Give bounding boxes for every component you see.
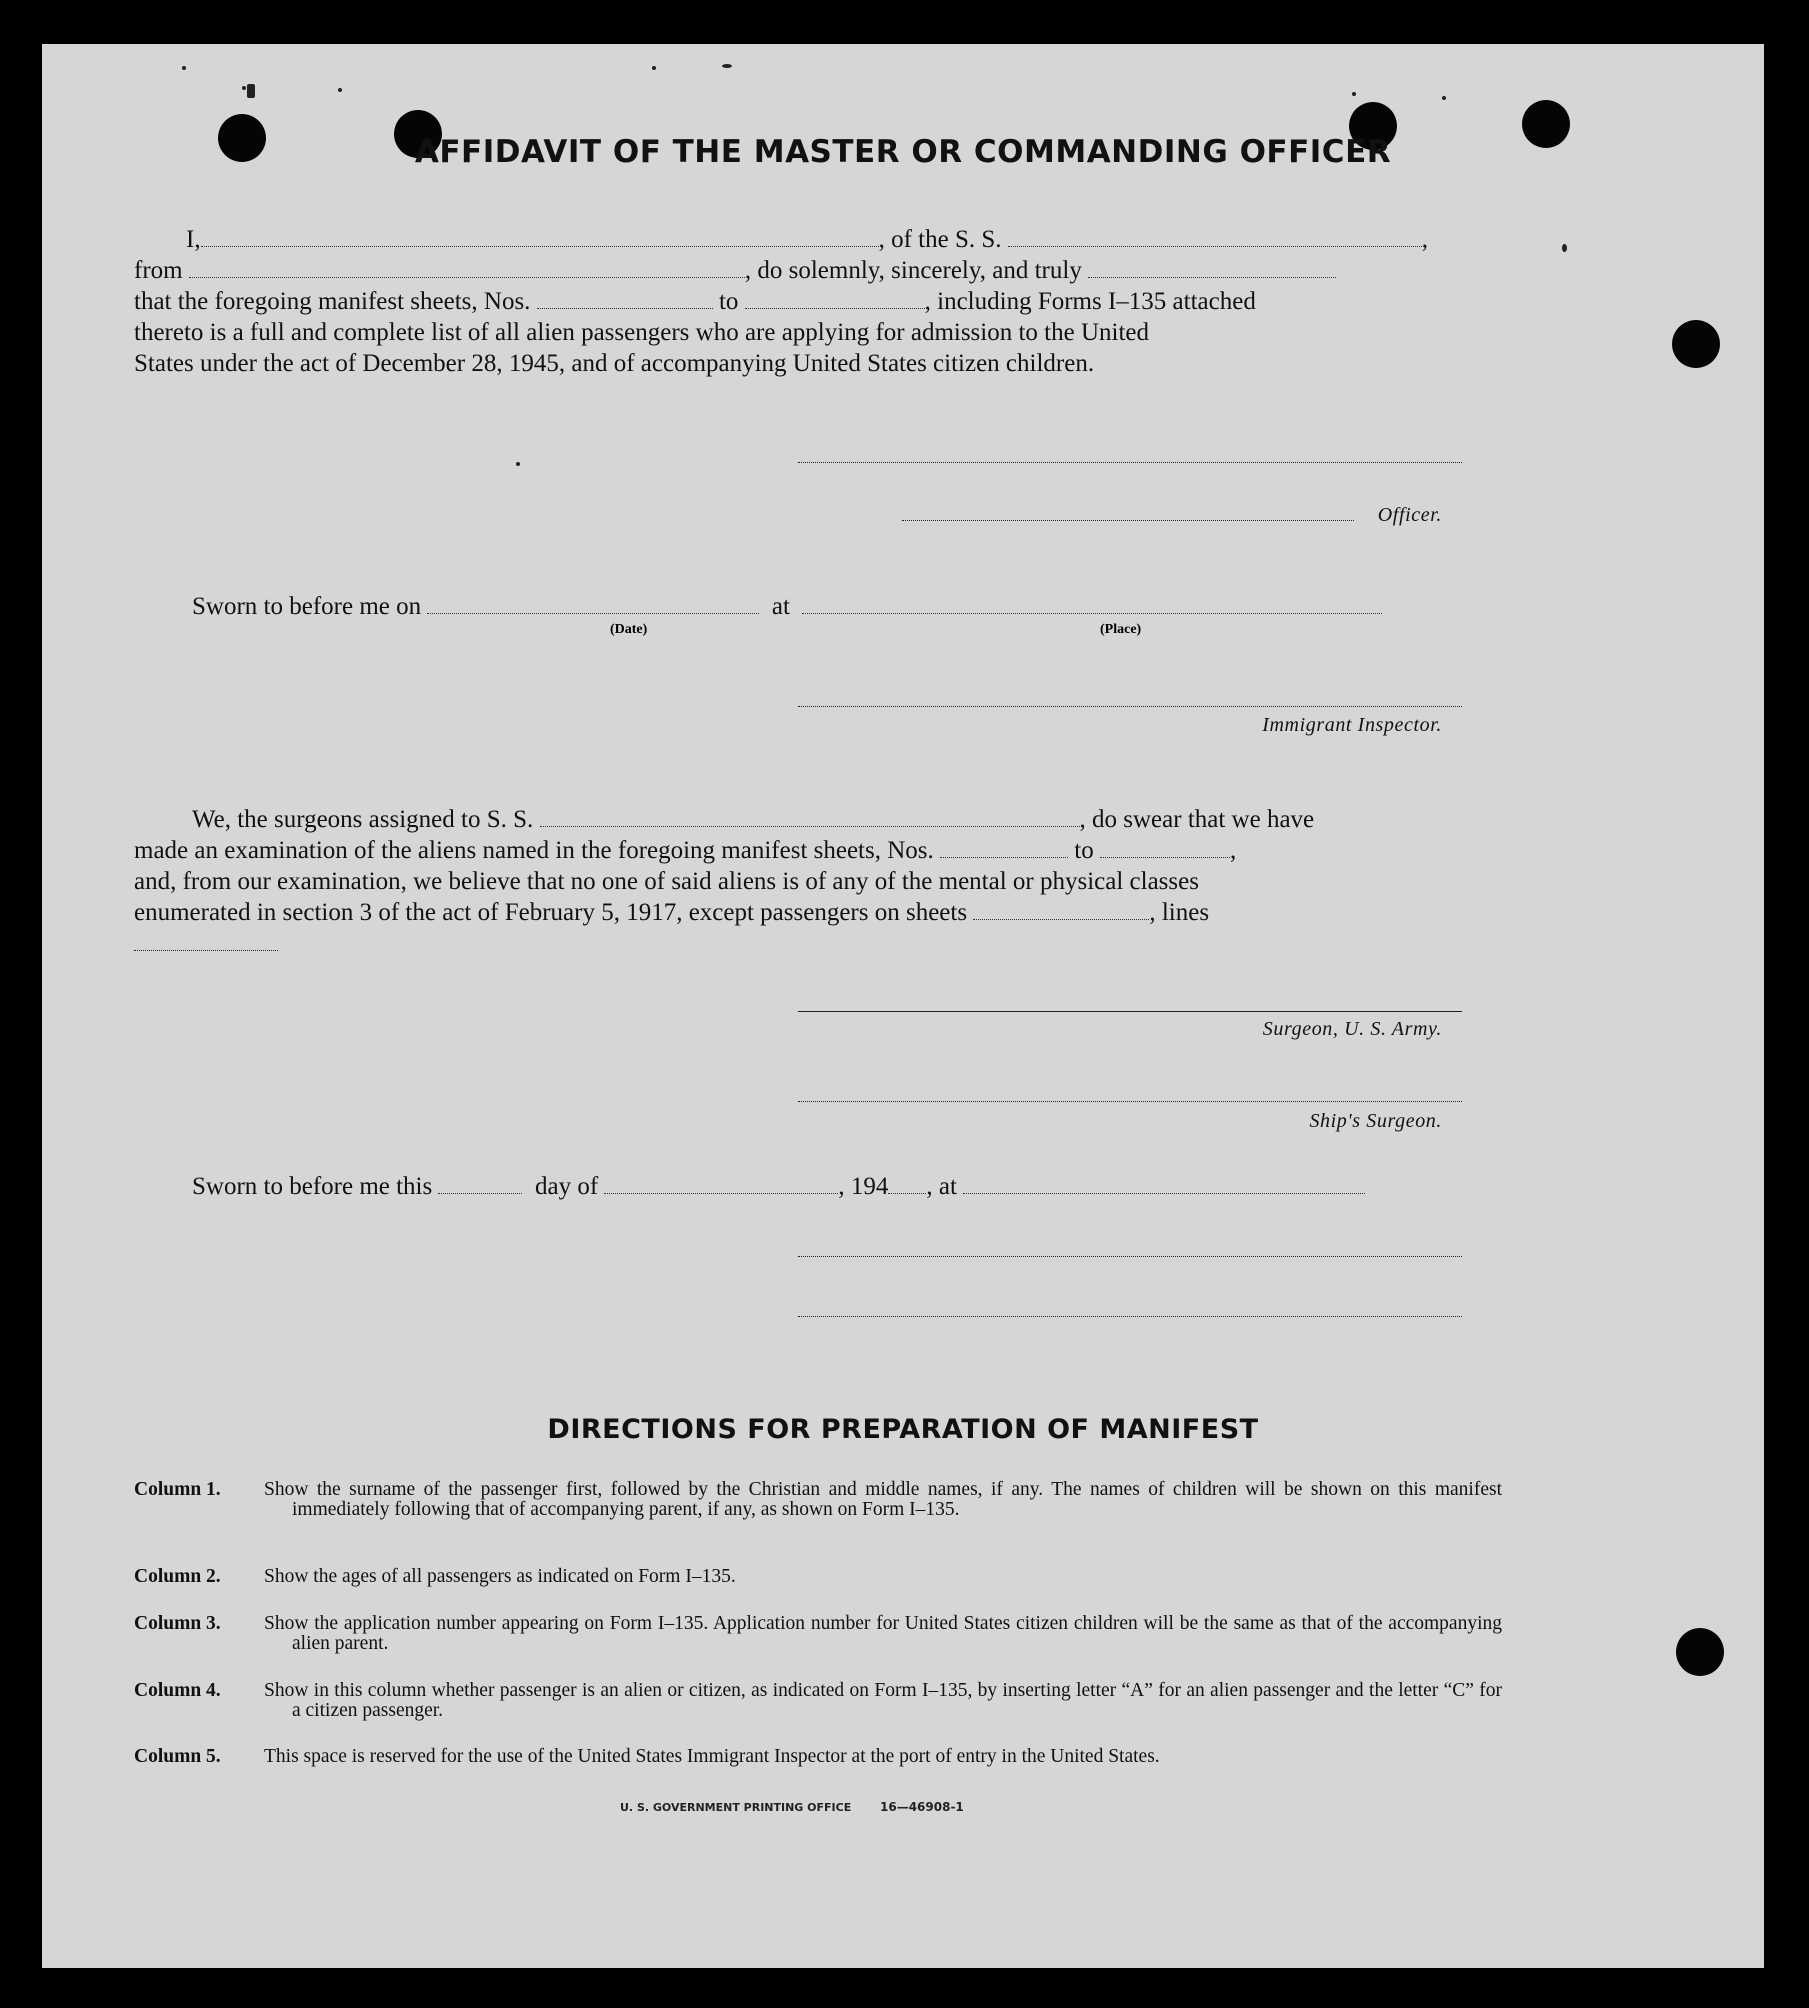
direction-label: Column 2. [134, 1566, 221, 1587]
lines-field[interactable] [134, 950, 278, 951]
affidavit-line-1 [186, 225, 1428, 255]
surgeons-text: We, the surgeons assigned to S. S. [192, 806, 534, 833]
place-label: (Place) [1100, 622, 1142, 637]
surgeons-text: , do swear that we have [1079, 806, 1315, 833]
affidavit-text: I, [186, 226, 201, 253]
affidavit-line-3 [134, 287, 1256, 317]
direction-item [134, 1613, 1502, 1656]
speck [1352, 92, 1356, 96]
directions-heading: DIRECTIONS FOR PREPARATION OF MANIFEST [547, 1414, 1259, 1445]
direction-text: This space is reserved for the use of the United States Immigrant Inspector at the port of entry in the United States. [264, 1746, 1160, 1767]
affidavit-text: from [134, 257, 183, 284]
surgeons-ship-field[interactable] [540, 806, 1080, 827]
affidavit-line-4: thereto is a full and complete list of all alien passengers who are applying for admission to the United [134, 319, 1150, 346]
direction-text: Show the application number appearing on Form I–135. Application number for United States citizen children will be the same as that of the accompanying alien parent. [264, 1613, 1502, 1654]
officer-caption: Officer. [1377, 504, 1442, 526]
direction-text: Show the surname of the passenger first, followed by the Christian and middle names, if any. The names of children will be shown on this manifest immediately following that of accompanying parent, if any, as shown on Form I–135. [264, 1479, 1502, 1520]
sworn-signature-line-1[interactable] [798, 1256, 1462, 1257]
affidavit-text: , including Forms I–135 attached [924, 288, 1256, 315]
speck [1562, 244, 1567, 252]
page-title: AFFIDAVIT OF THE MASTER OR COMMANDING OFFICER [414, 134, 1392, 170]
direction-label: Column 5. [134, 1746, 221, 1767]
affidavit-line-5: States under the act of December 28, 1945, and of accompanying United States citizen children. [134, 350, 1095, 377]
punch-hole [1672, 320, 1720, 368]
army-surgeon-signature-line[interactable] [798, 1011, 1462, 1012]
direction-item [134, 1747, 1474, 1789]
sworn-text: day of [534, 1173, 599, 1200]
direction-label: Column 4. [134, 1680, 221, 1701]
sworn-year-field[interactable] [888, 1173, 926, 1194]
sworn-text: Sworn to before me this [192, 1173, 433, 1200]
inspector-signature-line[interactable] [798, 706, 1462, 707]
sworn-text: at [771, 593, 790, 620]
sheets-to-field[interactable] [745, 288, 925, 309]
officer-signature-line[interactable] [798, 462, 1462, 463]
sheets-from-field[interactable] [537, 288, 713, 309]
speck [1442, 96, 1446, 100]
affidavit-text: to [718, 288, 739, 315]
printer-imprint: U. S. GOVERNMENT PRINTING OFFICE [620, 1801, 852, 1814]
document-page [42, 44, 1764, 1968]
sworn-text: , 194 [838, 1173, 889, 1200]
sworn-signature-line-2[interactable] [798, 1316, 1462, 1317]
surgeons-line-2 [134, 836, 1236, 866]
swear-field[interactable] [1088, 257, 1336, 278]
sworn-day-field[interactable] [438, 1173, 522, 1194]
from-port-field[interactable] [189, 257, 745, 278]
sworn-line-2 [192, 1172, 1365, 1202]
ship-name-field[interactable] [1008, 226, 1422, 247]
punch-hole [1676, 1628, 1724, 1676]
speck [182, 66, 186, 70]
direction-text: Show in this column whether passenger is an alien or citizen, as indicated on Form I–135, by inserting letter “A” for an alien passenger and the letter “C” for a citizen passenger. [264, 1680, 1502, 1721]
surgeons-line-4 [134, 898, 1209, 928]
direction-label: Column 3. [134, 1613, 221, 1634]
direction-label: Column 1. [134, 1479, 221, 1500]
ship-surgeon-signature-line[interactable] [798, 1101, 1462, 1102]
surgeons-text: , [1229, 837, 1237, 864]
affidavit-text: , do solemnly, sincerely, and truly [744, 257, 1082, 284]
surgeons-to-field[interactable] [1100, 837, 1230, 858]
speck [247, 84, 255, 98]
affidavit-line-2 [134, 256, 1336, 286]
affidavit-text: that the foregoing manifest sheets, Nos. [134, 288, 531, 315]
sworn-text: Sworn to before me on [192, 593, 422, 620]
ship-surgeon-caption: Ship's Surgeon. [1309, 1110, 1442, 1132]
surgeons-text: , lines [1149, 899, 1210, 926]
speck [652, 66, 656, 70]
surgeons-line-1 [192, 805, 1314, 835]
speck [338, 88, 342, 92]
sworn-month-field[interactable] [604, 1173, 838, 1194]
affidavit-text: , [1421, 226, 1429, 253]
surgeons-text: made an examination of the aliens named in the foregoing manifest sheets, Nos. [134, 837, 934, 864]
surgeons-from-field[interactable] [940, 837, 1068, 858]
affidavit-text: , of the S. S. [878, 226, 1002, 253]
army-surgeon-caption: Surgeon, U. S. Army. [1262, 1018, 1442, 1040]
sworn-at-field[interactable] [963, 1173, 1365, 1194]
surgeons-line-3: and, from our examination, we believe that no one of said aliens is of any of the mental or physical classes [134, 868, 1199, 895]
direction-text: Show the ages of all passengers as indicated on Form I–135. [264, 1566, 736, 1587]
inspector-caption: Immigrant Inspector. [1262, 714, 1442, 736]
except-sheets-field[interactable] [973, 899, 1149, 920]
sworn-place-field[interactable] [802, 593, 1382, 614]
form-code: 16—46908-1 [880, 1800, 964, 1814]
speck [242, 86, 246, 90]
speck [722, 64, 732, 68]
surgeons-text: to [1074, 837, 1094, 864]
sworn-text: , at [926, 1173, 957, 1200]
date-label: (Date) [610, 622, 648, 637]
speck [516, 462, 520, 466]
direction-item [134, 1479, 1502, 1542]
master-name-field[interactable] [201, 226, 879, 247]
direction-item [134, 1680, 1502, 1723]
sworn-line-1 [192, 592, 1382, 622]
surgeons-text: enumerated in section 3 of the act of February 5, 1917, except passengers on sheets [134, 899, 968, 926]
direction-item [134, 1567, 1474, 1589]
sworn-date-field[interactable] [427, 593, 759, 614]
